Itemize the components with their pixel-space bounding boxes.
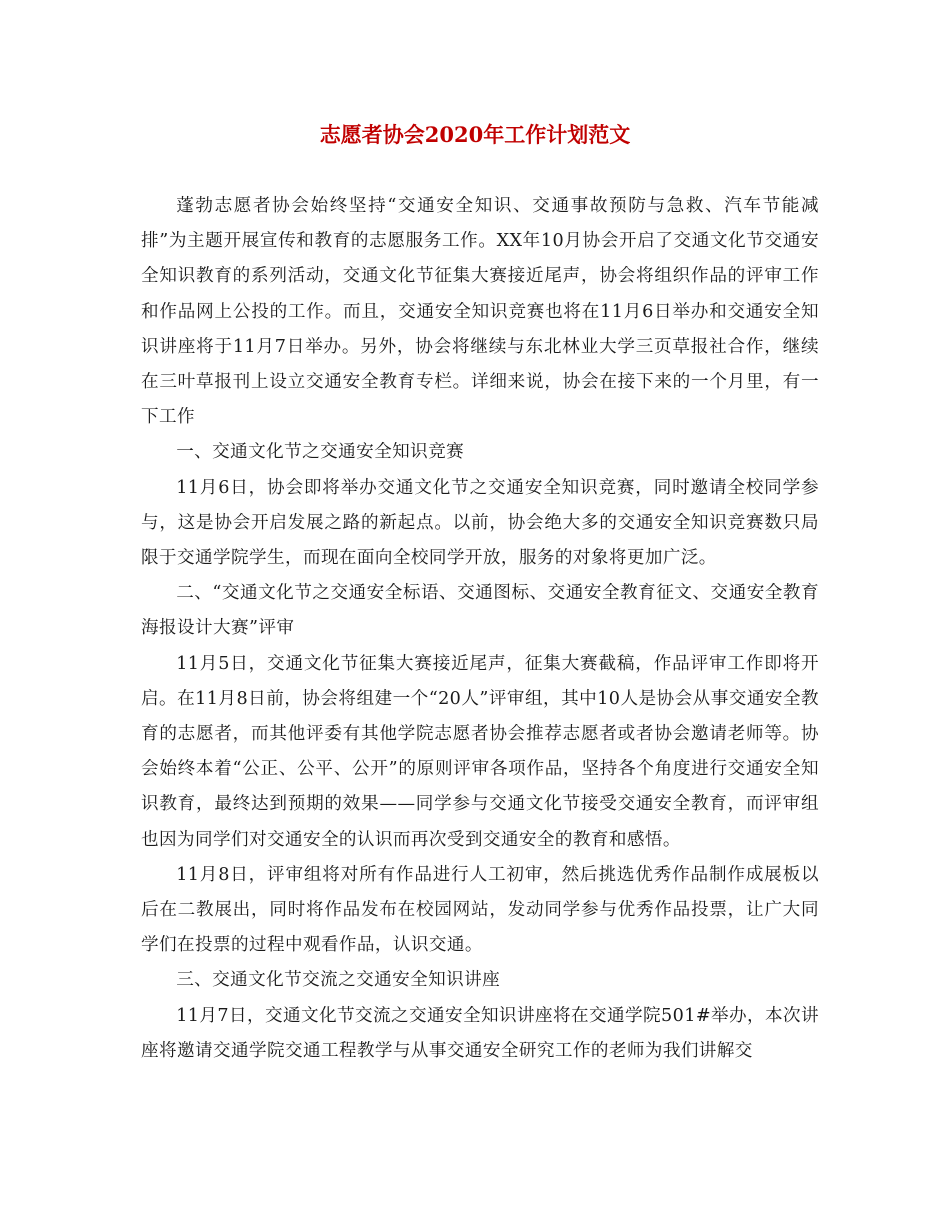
section-heading-1: 一、交通文化节之交通安全知识竞赛 [176,442,465,463]
document-body [141,189,819,1069]
document-title: 志愿者协会2020年工作计划范文 [319,122,631,147]
intro-paragraph: 蓬勃志愿者协会始终坚持“交通安全知识、交通事故预防与急救、汽车节能减排”为主题开展宣传和教育的志愿服务工作。XX年10月协会开启了交通文化节交通安全知识教育的系列活动，交通文化节征集大赛接近尾声，协会将组织作品的评审工作和作品网上公投的工作。而且，交通安全知识竞赛也将在11月6日举办和交通安全知识讲座将于11月7日举办。另外，协会将继续与东北林业大学三页草报社合作，继续在三叶草报刊上设立交通安全教育专栏。详细来说，协会在接下来的一个月里，有一下工作 [141,196,819,428]
section-heading-3: 三、交通文化节交流之交通安全知识讲座 [176,970,501,991]
section-1-paragraph: 11月6日，协会即将举办交通文化节之交通安全知识竞赛，同时邀请全校同学参与，这是协会开启发展之路的新起点。以前，协会绝大多的交通安全知识竞赛数只局限于交通学院学生，而现在面向全校同学开放，服务的对象将更加广泛。 [141,477,819,569]
section-2-paragraph-1: 11月5日，交通文化节征集大赛接近尾声，征集大赛截稿，作品评审工作即将开启。在11月8日前，协会将组建一个“20人”评审组，其中10人是协会从事交通安全教育的志愿者，而其他评委有其他学院志愿者协会推荐志愿者或者协会邀请老师等。协会始终本着“公正、公平、公开”的原则评审各项作品，坚持各个角度进行交通安全知识教育，最终达到预期的效果——同学参与交通文化节接受交通安全教育，而评审组也因为同学们对交通安全的认识而再次受到交通安全的教育和感悟。 [141,653,819,850]
section-2-paragraph-2: 11月8日，评审组将对所有作品进行人工初审，然后挑选优秀作品制作成展板以后在二教展出，同时将作品发布在校园网站，发动同学参与优秀作品投票，让广大同学们在投票的过程中观看作品，认识交通。 [141,864,819,956]
section-3-paragraph: 11月7日，交通文化节交流之交通安全知识讲座将在交通学院501#举办，本次讲座将邀请交通学院交通工程教学与从事交通安全研究工作的老师为我们讲解交 [141,1005,819,1061]
section-heading-2: 二、“交通文化节之交通安全标语、交通图标、交通安全教育征文、交通安全教育海报设计大赛”评审 [141,583,819,639]
